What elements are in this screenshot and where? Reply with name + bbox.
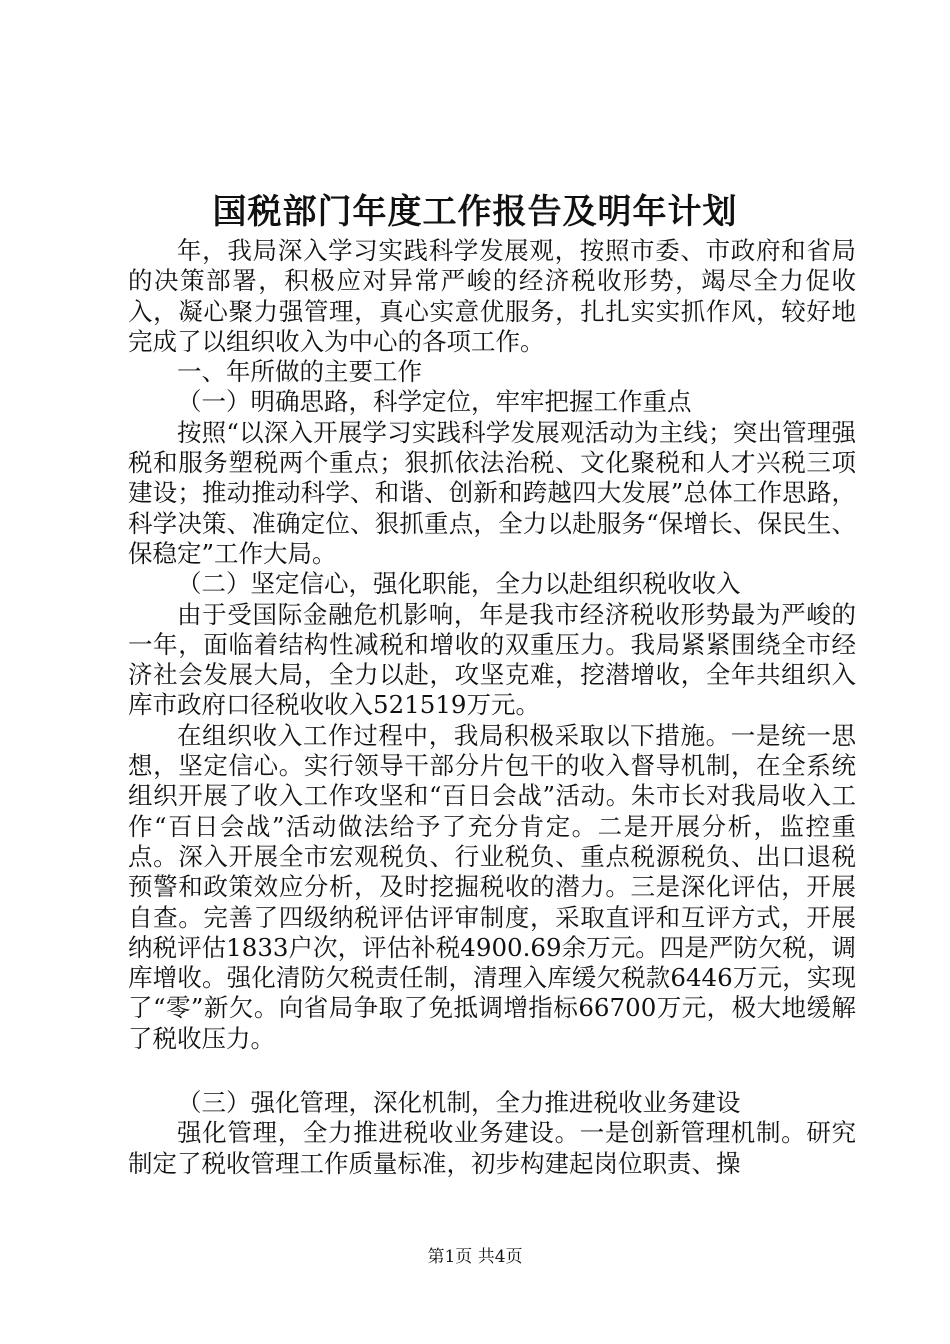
document-title: 国税部门年度工作报告及明年计划 [212,192,738,232]
page-footer: 第1页 共4页 [427,1247,523,1267]
document-body [128,236,856,1179]
paragraph-management: 强化管理，全力推进税收业务建设。一是创新管理机制。研究制定了税收管理工作质量标准，初步构建起岗位职责、操 [128,1118,856,1178]
paragraph-approach: 按照“以深入开展学习实践科学发展观活动为主线；突出管理强税和服务塑税两个重点；狠抓依法治税、文化聚税和人才兴税三项建设；推动推动科学、和谐、创新和跨越四大发展”总体工作思路，科学决策、准确定位、狠抓重点，全力以赴服务“保增长、保民生、保稳定”工作大局。 [128,417,856,568]
section-heading-1: 一、年所做的主要工作 [177,357,422,387]
paragraph-gap [128,1054,856,1088]
paragraph-measures: 在组织收入工作过程中，我局积极采取以下措施。一是统一思想，坚定信心。实行领导干部分片包干的收入督导机制，在全系统组织开展了收入工作攻坚和“百日会战”活动。朱市长对我局收入工作“百日会战”活动做法给予了充分肯定。二是开展分析，监控重点。深入开展全市宏观税负、行业税负、重点税源税负、出口退税预警和政策效应分析，及时挖掘税收的潜力。三是深化评估，开展自查。完善了四级纳税评估评审制度，采取直评和互评方式，开展纳税评估1833户次，评估补税4900.69余万元。四是严防欠税，调库增收。强化清防欠税责任制，清理入库缓欠税款6446万元，实现了“零”新欠。向省局争取了免抵调增指标66700万元，极大地缓解了税收压力。 [128,720,856,1053]
subsection-heading-3: （三）强化管理，深化机制，全力推进税收业务建设 [177,1088,741,1118]
subsection-heading-1: （一）明确思路，科学定位，牢牢把握工作重点 [177,387,692,417]
subsection-heading-2: （二）坚定信心，强化职能，全力以赴组织税收收入 [177,569,741,599]
paragraph-intro: 年，我局深入学习实践科学发展观，按照市委、市政府和省局的决策部署，积极应对异常严峻的经济税收形势，竭尽全力促收入，凝心聚力强管理，真心实意优服务，扎扎实实抓作风，较好地完成了以组织收入为中心的各项工作。 [128,236,856,356]
paragraph-revenue: 由于受国际金融危机影响，年是我市经济税收形势最为严峻的一年，面临着结构性减税和增收的双重压力。我局紧紧围绕全市经济社会发展大局，全力以赴，攻坚克难，挖潜增收，全年共组织入库市政府口径税收收入521519万元。 [128,599,856,720]
